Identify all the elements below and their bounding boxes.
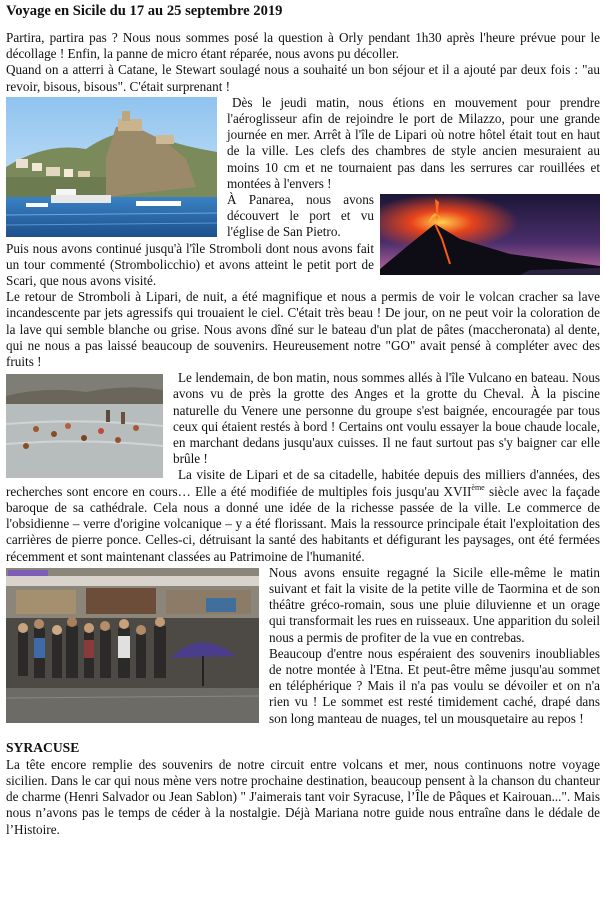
century-superscript: ème (471, 482, 485, 492)
paragraph-lipari-citadel (6, 467, 600, 564)
stromboli-volcano-photo (380, 194, 600, 275)
paragraph-vulcano: Le lendemain, de bon matin, nous sommes allés à l'île Vulcano en bateau. Nous avons vu de près la grotte des Anges et la grotte du Cheval. À la piscine naturelle du Venere une personne du groupe s'est baignée, encouragée par tous ceux qui étaient restés à bord ! Certains ont voulu essayer la boue chaude locale, en marchant dedans jusqu'aux cuisses. Il ne faut surtout pas s'y baigner car elle brûle ! (173, 370, 600, 467)
paragraph-lipari-text-b: siècle avec la façade baroque de sa cathédrale. Cela nous a donné une idée de la richesse passée de la ville. Le commerce de l'obsidienne – verre d'origine volcanique – y a été florissant. Mais la ressource principale était l'exploitation des carrières de pierre ponce. Celles-ci, détruisant la santé des habitants et défigurant les paysages, ont été fermées récemment et sont maintenant classées au Patrimoine de l'humanité. (6, 483, 600, 564)
paragraph-etna: Beaucoup d'entre nous espéraient des souvenirs inoubliables de notre montée à l'Etna. Et peut-être même jusqu'au sommet en téléphérique ? Mais il n'a pas voulu se dévoiler et on n'a rien vu ! Le sommet est resté timidement caché, drapé dans son long manteau de nuages, tel un mousquetaire au repos ! (269, 645, 600, 726)
paragraph-arrival: Quand on a atterri à Catane, le Stewart soulagé nous a souhaité un bon séjour et il a ajouté par deux fois : "au revoir, bisous, bisous". C'était surprenant ! (6, 62, 600, 94)
section-title-syracuse: SYRACUSE (6, 739, 80, 755)
page-title: Voyage en Sicile du 17 au 25 septembre 2019 (6, 3, 283, 19)
paragraph-syracuse: La tête encore remplie des souvenirs de notre circuit entre volcans et mer, nous continuons notre voyage sicilien. Dans le car qui nous mène vers notre prochaine destination, beaucoup pensent à la chanson du chanteur de charme (Henri Salvador ou Jean Sablon) " J'aimerais tant voir Syracuse, l’Île de Pâques et Kairouan...". Mais nous n’avons pas le temps de céder à la nostalgie. Déjà Mariana notre guide nous entraîne dans le dédale de l’Histoire. (6, 756, 600, 837)
paragraph-panarea: À Panarea, nous avons découvert le port et vu l'église de San Pietro. (227, 192, 374, 240)
paragraph-hovercraft: Dès le jeudi matin, nous étions en mouvement pour prendre l'aéroglisseur afin de rejoindre le port de Milazzo, pour une grande journée en mer. Arrêt à l'île de Lipari où notre hôtel était tout en haut de la ville. Les clefs des chambres de style ancien mesuraient au moins 10 cm et ne tournaient pas dans les serrures car rouillées et montées à l'envers ! (227, 94, 600, 191)
paragraph-departure: Partira, partira pas ? Nous nous sommes posé la question à Orly pendant 1h30 après l'heure prévue pour le décollage ! Enfin, la panne de micro étant réparée, nous avons pu décoller. (6, 30, 600, 62)
paragraph-lava: Le retour de Stromboli à Lipari, de nuit, a été magnifique et nous a permis de voir le volcan cracher sa lave incandescente par jets agressifs qui trouaient le ciel. C'était très beau ! De jour, on ne peut voir la coloration de la lave qui semble blanche ou grise. Nous avons dîné sur le bateau d'un plat de pâtes (maccheronata) al dente, qui ne nous a pas laissé beaucoup de souvenirs. Heureusement notre "GO" avait pensé à compléter avec des fruits ! (6, 289, 600, 370)
lipari-harbour-photo (6, 97, 217, 237)
document-page (6, 0, 600, 838)
paragraph-lipari-text-a: La visite de Lipari et de sa citadelle, habitée depuis des milliers d'années, des recherches sont encore en cours… Elle a été modifiée de multiples fois jusqu'au XVII (6, 467, 600, 499)
taormina-street-photo (6, 568, 259, 723)
paragraph-stromboli: Puis nous avons continué jusqu'à l'île Stromboli dont nous avons fait un tour commenté (Strombolicchio) et avons atteint le petit port de Scari, que nous avons visité. (6, 240, 374, 289)
vulcano-bathers-photo (6, 374, 163, 478)
paragraph-taormina: Nous avons ensuite regagné la Sicile elle-même le matin suivant et fait la visite de la petite ville de Taormina et de son théâtre gréco-romain, sous une pluie diluvienne et un orage qui transformait les rues en ruisseaux. Une apparition du soleil nous a permis de profiter de la vue en contrebas. (269, 564, 600, 645)
